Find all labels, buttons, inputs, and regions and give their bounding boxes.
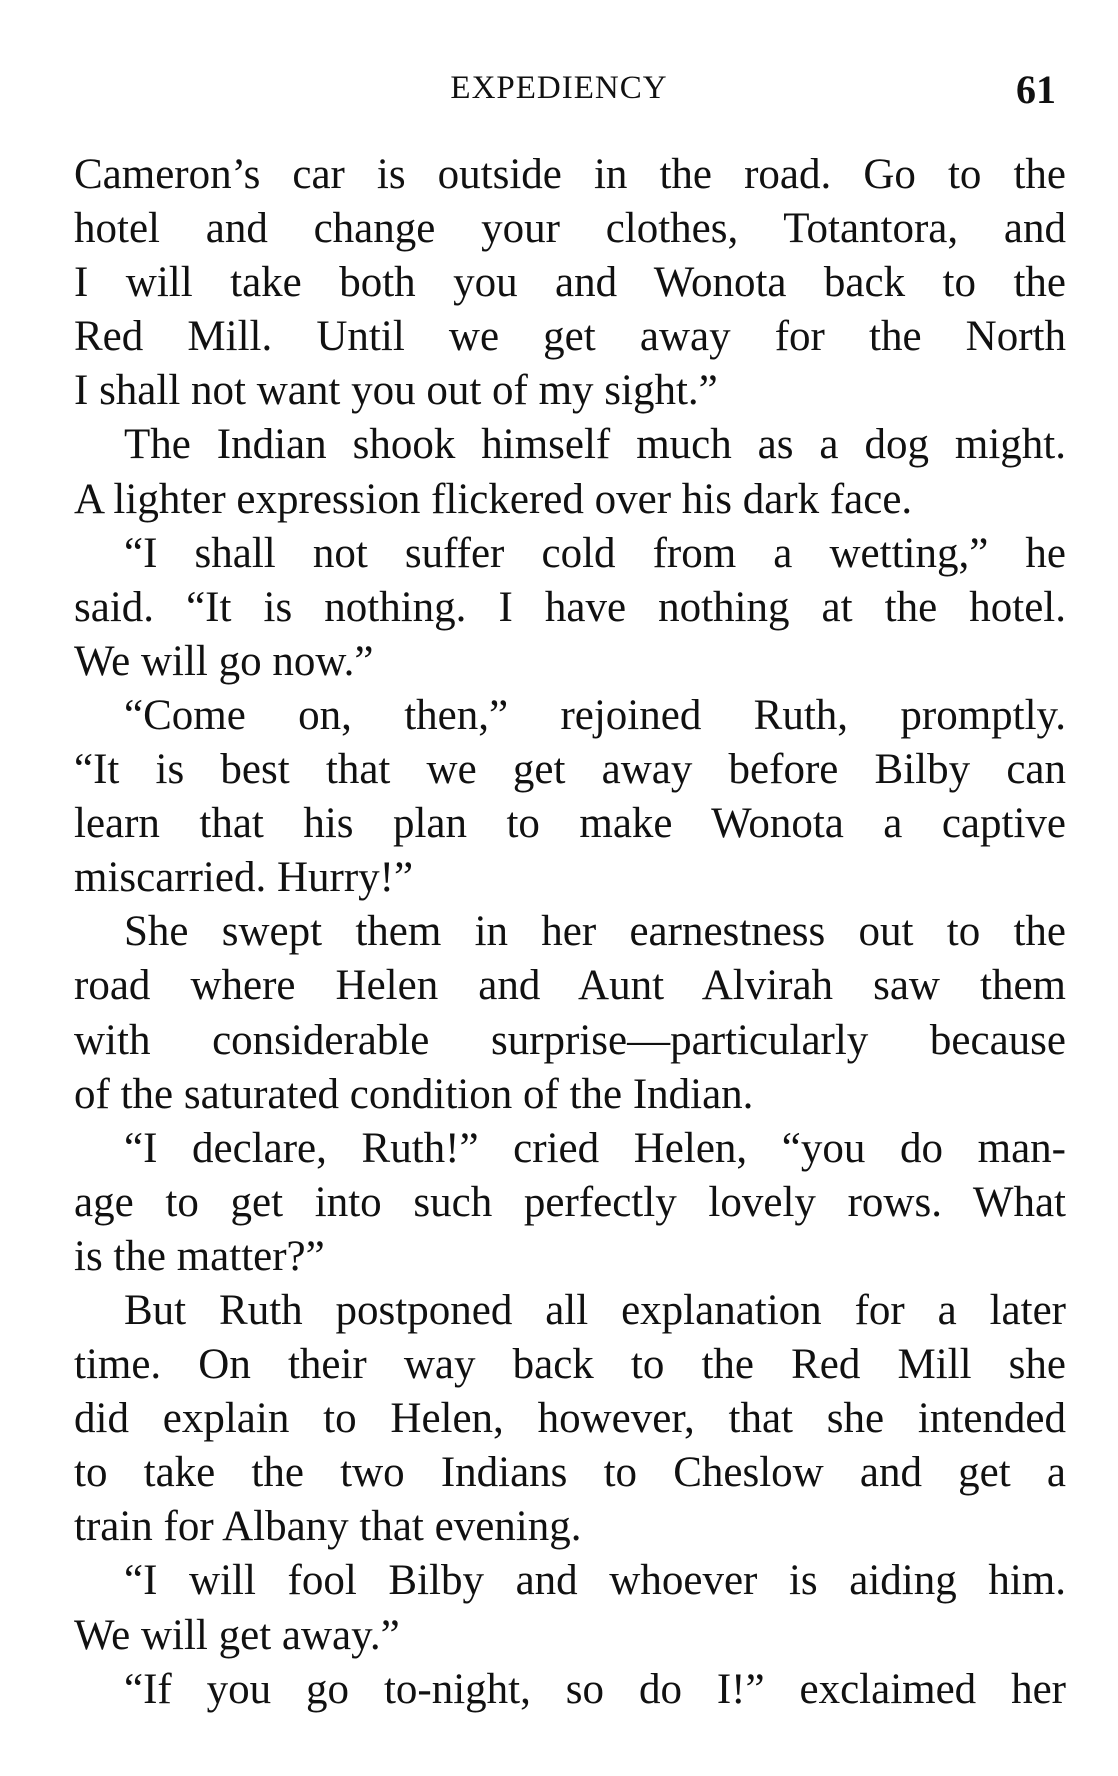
text-line: miscarried. Hurry!” [74,854,414,902]
text-line: I will take both you and Wonota back to the [74,259,1066,307]
running-head [0,64,1118,112]
text-line: “I shall not suffer cold from a wetting,” he [124,529,1066,577]
body-text [74,148,1066,1717]
text-line: to take the two Indians to Cheslow and get a [74,1449,1066,1497]
text-line: Red Mill. Until we get away for the North [74,313,1066,361]
text-line: age to get into such perfectly lovely rows. What [74,1178,1066,1226]
text-line: She swept them in her earnestness out to the [124,908,1066,956]
text-line: “Come on, then,” rejoined Ruth, promptly. [124,691,1066,739]
text-line: hotel and change your clothes, Totantora, and [74,205,1066,253]
text-line: is the matter?” [74,1232,325,1280]
text-line: said. “It is nothing. I have nothing at the hotel. [74,583,1066,631]
text-line: “If you go to-night, so do I!” exclaimed her [124,1665,1066,1713]
text-line: We will get away.” [74,1611,400,1659]
text-line: The Indian shook himself much as a dog might. [124,421,1066,469]
section-title: EXPEDIENCY [450,70,668,106]
text-line: “I will fool Bilby and whoever is aiding him. [124,1557,1066,1605]
text-line: with considerable surprise—particularly because [74,1016,1066,1064]
text-line: train for Albany that evening. [74,1503,582,1551]
text-line: I shall not want you out of my sight.” [74,367,718,415]
text-line: “It is best that we get away before Bilby can [74,746,1066,794]
text-line: learn that his plan to make Wonota a captive [74,800,1066,848]
text-line: time. On their way back to the Red Mill she [74,1341,1066,1389]
text-line: did explain to Helen, however, that she intended [74,1395,1066,1443]
text-line: “I declare, Ruth!” cried Helen, “you do man- [124,1124,1066,1172]
text-line: of the saturated condition of the Indian. [74,1070,754,1118]
text-line: Cameron’s car is outside in the road. Go to the [74,151,1066,198]
text-line: road where Helen and Aunt Alvirah saw them [74,962,1066,1010]
page-number: 61 [1016,67,1056,112]
text-line: A lighter expression flickered over his dark face. [74,475,913,523]
text-line: We will go now.” [74,637,374,685]
text-line: But Ruth postponed all explanation for a later [124,1286,1066,1334]
